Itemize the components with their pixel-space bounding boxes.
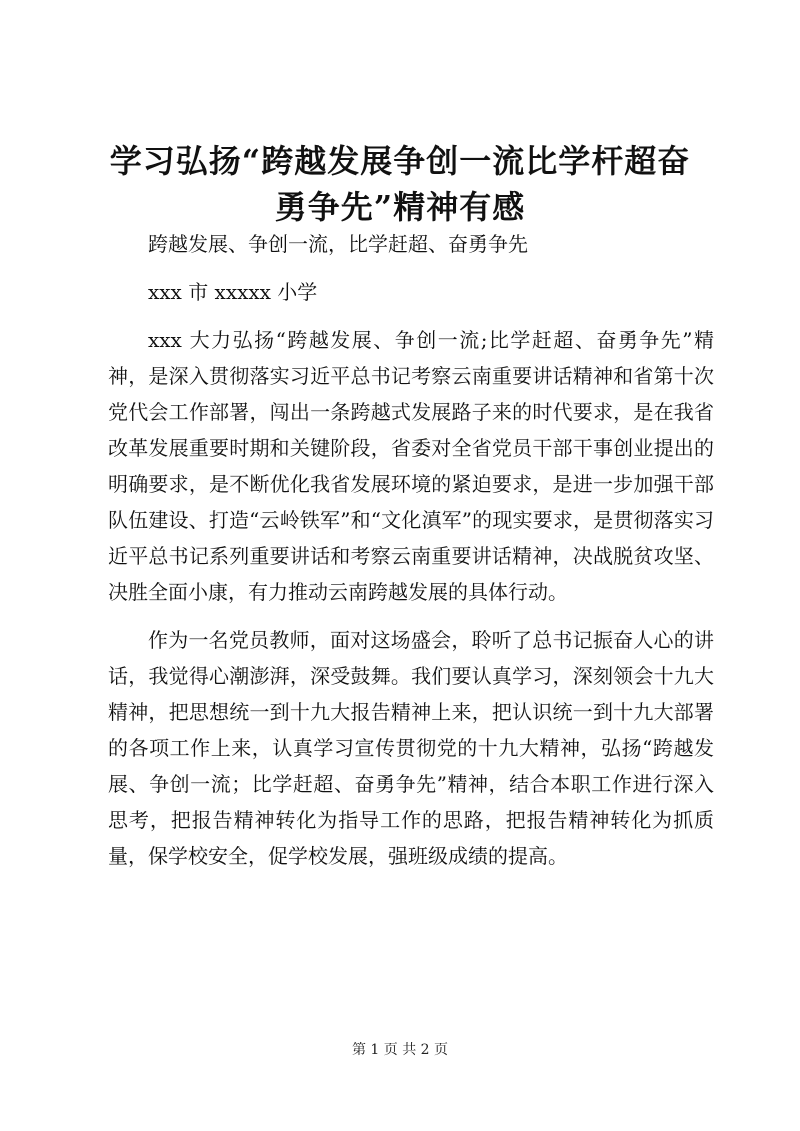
page-footer: 第 1 页 共 2 页 <box>351 1042 449 1058</box>
document-body <box>108 226 714 874</box>
paragraph-2: 作为一名党员教师，面对这场盛会，聆听了总书记振奋人心的讲话，我觉得心潮澎湃，深受鼓舞。我们要认真学习，深刻领会十九大精神，把思想统一到十九大报告精神上来，把认识统一到十九大部署的各项工作上来，认真学习宣传贯彻党的十九大精神，弘扬“跨越发展、争创一流；比学赶超、奋勇争先”精神，结合本职工作进行深入思考，把报告精神转化为指导工作的思路，把报告精神转化为抓质量，保学校安全，促学校发展，强班级成绩的提高。 <box>108 628 714 868</box>
school-name: xxx 市 xxxxx 小学 <box>148 280 318 304</box>
document-title: 学习弘扬“跨越发展争创一流比学杆超奋勇争先”精神有感 <box>109 142 691 226</box>
document-subtitle: 跨越发展、争创一流，比学赶超、奋勇争先 <box>148 232 528 256</box>
paragraph-1: xxx 大力弘扬“跨越发展、争创一流;比学赶超、奋勇争先”精神，是深入贯彻落实习近平总书记考察云南重要讲话精神和省第十次党代会工作部署，闯出一条跨越式发展路子来的时代要求，是在我省改革发展重要时期和关键阶段，省委对全省党员干部干事创业提出的明确要求，是不断优化我省发展环境的紧迫要求，是进一步加强干部队伍建设、打造“云岭铁军”和“文化滇军”的现实要求，是贯彻落实习近平总书记系列重要讲话和考察云南重要讲话精神，决战脱贫攻坚、决胜全面小康，有力推动云南跨越发展的具体行动。 <box>108 328 714 604</box>
